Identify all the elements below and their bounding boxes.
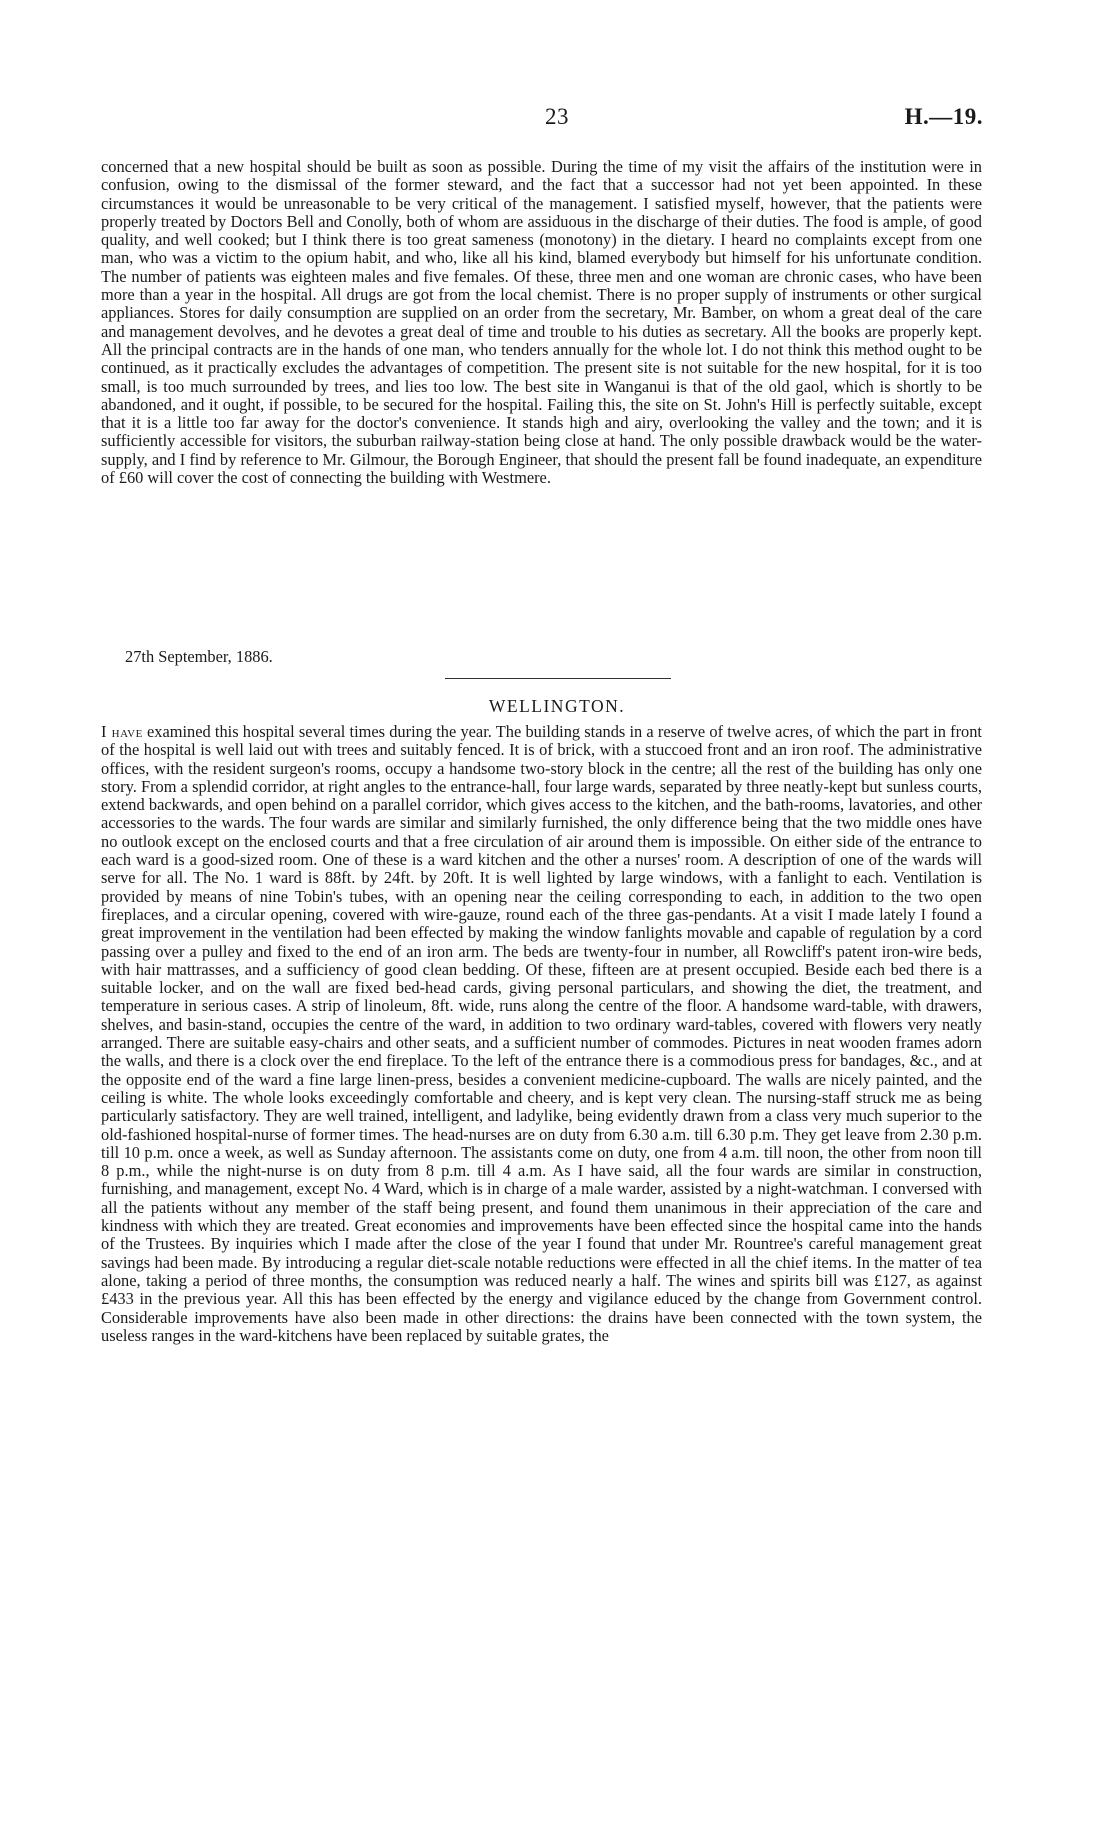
report-date: 27th September, 1886. [125, 647, 273, 666]
page-number: 23 [545, 104, 569, 129]
section-divider [445, 678, 671, 679]
lead-in: I have [101, 722, 143, 741]
paper-reference: H.—19. [904, 104, 983, 129]
section-heading-wellington: WELLINGTON. [488, 696, 626, 716]
paragraph-body: examined this hospital several times during the year. The building stands in a reserve of twelve acres, of which the part in front of the hospital is well laid out with trees and suitably fenced. It is of brick, with a stuccoed front and an iron roof. The administrative offices, with the resident surgeon's rooms, occupy a handsome two-story block in the centre; all the rest of the building has only one story. From a splendid corridor, at right angles to the entrance-hall, four large wards, separated by three neatly-kept but sunless courts, extend backwards, and open behind on a parallel corridor, which gives access to the kitchen, and the bath-rooms, lavatories, and other accessories to the wards. The four wards are similar and similarly furnished, the only difference being that the two middle ones have no outlook except on the enclosed courts and that a free circulation of air around them is impossible. On either side of the entrance to each ward is a good-sized room. One of these is a ward kitchen and the other a nurses' room. A description of one of the wards will serve for all. The No. 1 ward is 88ft. by 24ft. by 20ft. It is well lighted by large windows, with a fanlight to each. Ventilation is provided by means of nine Tobin's tubes, with an opening near the ceiling corresponding to each, in addition to the two open fireplaces, and a circular opening, covered with wire-gauze, round each of the three gas-pendants. At a visit I made lately I found a great improvement in the ventilation had been effected by making the window fanlights movable and capable of regulation by a cord passing over a pulley and fixed to the end of an iron arm. The beds are twenty-four in number, all Rowcliff's patent iron-wire beds, with hair mattrasses, and a sufficiency of good clean bedding. Of these, fifteen are at present occupied. Beside each bed there is a suitable locker, and on the wall are fixed bed-head cards, giving personal particulars, and showing the diet, the treatment, and temperature in serious cases. A strip of linoleum, 8ft. wide, runs along the centre of the floor. A handsome ward-table, with drawers, shelves, and basin-stand, occupies the centre of the ward, in addition to two ordinary ward-tables, covered with flowers very neatly arranged. There are suitable easy-chairs and other seats, and a sufficient number of commodes. Pictures in neat wooden frames adorn the walls, and there is a clock over the end fireplace. To the left of the entrance there is a commodious press for bandages, &c., and at the opposite end of the ward a fine large linen-press, besides a convenient medicine-cupboard. The walls are nicely painted, and the ceiling is white. The whole looks exceedingly comfortable and cheery, and is kept very clean. The nursing-staff struck me as being particularly satisfactory. They are well trained, intelligent, and ladylike, being evidently drawn from a class very much superior to the old-fashioned hospital-nurse of former times. The head-nurses are on duty from 6.30 a.m. till 6.30 p.m. They get leave from 2.30 p.m. till 10 p.m. once a week, as well as Sunday afternoon. The assistants come on duty, one from 4 a.m. till noon, the other from noon till 8 p.m., while the night-nurse is on duty from 8 p.m. till 4 a.m. As I have said, all the four wards are similar in construction, furnishing, and management, except No. 4 Ward, which is in charge of a male warder, assisted by a night-watchman. I conversed with all the patients without any member of the staff being present, and found them unanimous in their appreciation of the care and kindness with which they are treated. Great economies and improvements have been effected since the hospital came into the hands of the Trustees. By inquiries which I made after the close of the year I found that under Mr. Rountree's careful management great savings had been made. By introducing a regular diet-scale notable reductions were effected in all the chief items. In the matter of tea alone, taking a period of three months, the consumption was reduced nearly a half. The wines and spirits bill was £127, as against £433 in the previous year. All this has been effected by the energy and vigilance educed by the change from Government control. Considerable improvements have also been made in other directions: the drains have been connected with the town system, the useless ranges in the ward-kitchens have been replaced by suitable grates, the [101, 722, 982, 1345]
paragraph: concerned that a new hospital should be built as soon as possible. During the time of my visit the affairs of the institution were in confusion, owing to the dismissal of the former steward, and the fact that a successor had not yet been appointed. In these circumstances it would be unreasonable to be very critical of the management. I satisfied myself, however, that the patients were properly treated by Doctors Bell and Conolly, both of whom are assiduous in the discharge of their duties. The food is ample, of good quality, and well cooked; but I think there is too great sameness (monotony) in the dietary. I heard no complaints except from one man, who was a victim to the opium habit, and who, like all his kind, blamed everybody but himself for his unfortunate condition. The number of patients was eighteen males and five females. Of these, three men and one woman are chronic cases, who have been more than a year in the hospital. All drugs are got from the local chemist. There is no proper supply of instruments or other surgical appliances. Stores for daily consumption are supplied on an order from the secretary, Mr. Bamber, on whom a great deal of the care and management devolves, and he devotes a great deal of time and trouble to his duties as secretary. All the books are properly kept. All the principal contracts are in the hands of one man, who tenders annually for the whole lot. I do not think this method ought to be continued, as it practically excludes the advantages of competition. The present site is not suitable for the new hospital, for it is too small, is too much surrounded by trees, and lies too low. The best site in Wanganui is that of the old gaol, which is shortly to be abandoned, and it ought, if possible, to be secured for the hospital. Failing this, the site on St. John's Hill is perfectly suitable, except that it is a little too far away for the doctor's convenience. It stands high and airy, overlooking the valley and the town; and it is sufficiently accessible for visitors, the suburban railway-station being close at hand. The only possible drawback would be the water-supply, and I find by reference to Mr. Gilmour, the Borough Engineer, that should the present fall be found inadequate, an expenditure of £60 will cover the cost of connecting the building with Westmere. [101, 157, 982, 488]
wanganui-report-text [101, 158, 982, 487]
wellington-report-text [101, 723, 982, 1345]
paragraph [101, 723, 982, 1345]
page-header [0, 104, 1114, 134]
